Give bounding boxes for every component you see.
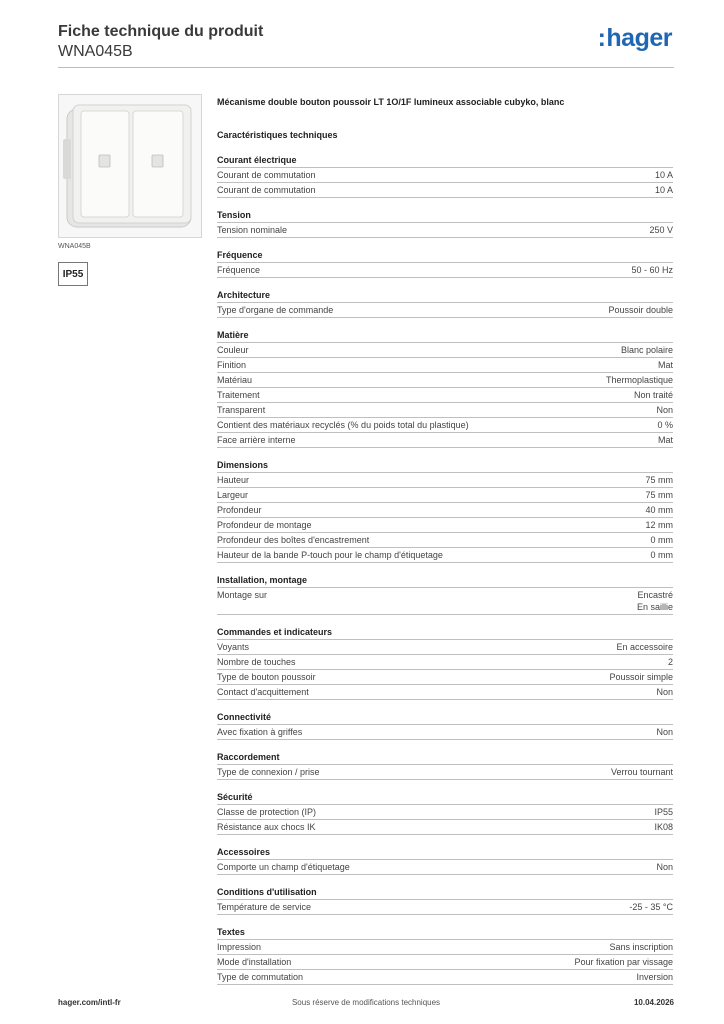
spec-value [574, 956, 673, 968]
spec-row [217, 532, 673, 547]
spec-section [217, 926, 673, 985]
spec-value [656, 686, 673, 698]
spec-section [217, 791, 673, 835]
spec-sheet [217, 96, 673, 985]
spec-label: Température de service [217, 902, 312, 912]
spec-label: Traitement [217, 390, 260, 400]
section-title: Dimensions [217, 460, 269, 470]
section-title: Installation, montage [217, 575, 308, 585]
footer-notice: Sous réserve de modifications techniques [291, 998, 441, 1007]
spec-value [616, 641, 673, 653]
spec-value-line: 2 [667, 657, 673, 667]
spec-label: Voyants [217, 642, 250, 652]
spec-row [217, 222, 673, 238]
spec-section [217, 154, 673, 198]
spec-row [217, 502, 673, 517]
spec-label: Profondeur de montage [217, 520, 312, 530]
spec-label: Type d'organe de commande [217, 305, 334, 315]
spec-label: Mode d'installation [217, 957, 292, 967]
section-title: Raccordement [217, 752, 280, 762]
spec-value [634, 389, 673, 401]
spec-section [217, 886, 673, 915]
spec-row [217, 969, 673, 985]
spec-row [217, 262, 673, 278]
hager-logo: :hager [597, 24, 672, 52]
spec-label: Contient des matériaux recyclés (% du poids total du plastique) [217, 420, 469, 430]
spec-value-line: En saillie [636, 602, 673, 612]
spec-value-line: Non [656, 862, 673, 872]
spec-row [217, 804, 673, 819]
spec-label: Couleur [217, 345, 249, 355]
spec-section [217, 209, 673, 238]
spec-section [217, 626, 673, 700]
footer-date: 10.04.2026 [633, 998, 674, 1007]
spec-row [217, 432, 673, 448]
spec-value-line: Non [656, 687, 673, 697]
spec-row [217, 939, 673, 954]
spec-value [656, 404, 673, 416]
header-divider [58, 67, 674, 68]
spec-label: Hauteur [217, 475, 250, 485]
spec-value [651, 549, 674, 561]
spec-section [217, 249, 673, 278]
spec-section [217, 574, 673, 615]
spec-value-line: Inversion [636, 972, 673, 982]
spec-value-line: Mat [657, 435, 673, 445]
spec-value [631, 264, 673, 276]
spec-label: Type de commutation [217, 972, 304, 982]
spec-value [636, 971, 673, 983]
spec-row [217, 372, 673, 387]
spec-rows [217, 899, 673, 915]
spec-value-line: 10 A [654, 170, 673, 180]
spec-value-line: Mat [657, 360, 673, 370]
spec-section [217, 751, 673, 780]
section-title: Connectivité [217, 712, 272, 722]
spec-label: Finition [217, 360, 247, 370]
spec-value [654, 806, 673, 818]
spec-row [217, 587, 673, 615]
spec-value [621, 344, 673, 356]
spec-value [654, 821, 673, 833]
spec-value-line: Blanc polaire [620, 345, 673, 355]
spec-row [217, 472, 673, 487]
spec-value-line: En accessoire [616, 642, 673, 652]
spec-label: Classe de protection (IP) [217, 807, 317, 817]
section-title: Accessoires [217, 847, 271, 857]
spec-value-line: 75 mm [645, 490, 673, 500]
spec-value [629, 901, 673, 913]
spec-rows [217, 302, 673, 318]
spec-value [645, 519, 673, 531]
logo-text: hager [606, 24, 672, 52]
product-image [58, 94, 202, 238]
spec-label: Courant de commutation [217, 185, 316, 195]
spec-row [217, 819, 673, 835]
spec-value [668, 656, 673, 668]
spec-row [217, 387, 673, 402]
spec-value [655, 169, 673, 181]
spec-value [645, 489, 673, 501]
spec-value [656, 861, 673, 873]
document-title: Fiche technique du produit [58, 23, 264, 40]
section-title: Tension [217, 210, 251, 220]
spec-row [217, 764, 673, 780]
spec-label: Type de connexion / prise [217, 767, 320, 777]
spec-rows [217, 859, 673, 875]
spec-rows [217, 222, 673, 238]
spec-value [609, 941, 673, 953]
spec-row [217, 547, 673, 563]
spec-value [658, 434, 673, 446]
footer-website-link[interactable]: hager.com/intl-fr [58, 998, 121, 1007]
spec-rows [217, 939, 673, 985]
spec-value [609, 671, 673, 683]
spec-value-line: Encastré [637, 590, 673, 600]
section-title: Sécurité [217, 792, 253, 802]
spec-value-line: 12 mm [645, 520, 673, 530]
spec-value-line: Poussoir simple [609, 672, 673, 682]
product-reference: WNA045B [58, 43, 133, 60]
spec-row [217, 417, 673, 432]
spec-section [217, 289, 673, 318]
spec-value-line: Non traité [633, 390, 673, 400]
spec-rows [217, 472, 673, 563]
spec-value [611, 766, 673, 778]
spec-row [217, 859, 673, 875]
spec-row [217, 899, 673, 915]
spec-rows [217, 639, 673, 700]
spec-value [606, 374, 673, 386]
spec-value [649, 224, 673, 236]
spec-label: Montage sur [217, 590, 268, 600]
spec-value-line: IP55 [654, 807, 673, 817]
spec-value-line: Poussoir double [608, 305, 673, 315]
spec-value-line: 10 A [654, 185, 673, 195]
spec-value [608, 304, 673, 316]
spec-label: Courant de commutation [217, 170, 316, 180]
spec-value-line: 50 - 60 Hz [631, 265, 673, 275]
spec-rows [217, 167, 673, 198]
spec-row [217, 517, 673, 532]
spec-label: Comporte un champ d'étiquetage [217, 862, 350, 872]
double-push-button-illustration [59, 95, 201, 237]
spec-label: Largeur [217, 490, 249, 500]
section-title: Commandes et indicateurs [217, 627, 333, 637]
spec-value [651, 534, 674, 546]
section-title: Conditions d'utilisation [217, 887, 317, 897]
spec-label: Face arrière interne [217, 435, 296, 445]
spec-row [217, 402, 673, 417]
spec-value [658, 359, 673, 371]
spec-rows [217, 342, 673, 448]
spec-rows [217, 724, 673, 740]
spec-row [217, 639, 673, 654]
spec-label: Avec fixation à griffes [217, 727, 303, 737]
spec-value-line: 0 mm [650, 550, 673, 560]
spec-label: Matériau [217, 375, 253, 385]
section-title: Courant électrique [217, 155, 297, 165]
spec-label: Profondeur [217, 505, 262, 515]
spec-value-line: 75 mm [645, 475, 673, 485]
spec-row [217, 302, 673, 318]
spec-row [217, 342, 673, 357]
spec-value [637, 589, 673, 613]
product-description: Mécanisme double bouton poussoir LT 1O/1F lumineux associable cubyko, blanc [217, 97, 565, 107]
spec-label: Contact d'acquittement [217, 687, 309, 697]
spec-section [217, 846, 673, 875]
spec-label: Nombre de touches [217, 657, 296, 667]
section-title: Architecture [217, 290, 271, 300]
ip-rating-badge: IP55 [58, 262, 88, 286]
spec-row [217, 487, 673, 502]
spec-label: Transparent [217, 405, 266, 415]
spec-value [656, 726, 673, 738]
spec-label: Profondeur des boîtes d'encastrement [217, 535, 370, 545]
spec-label: Type de bouton poussoir [217, 672, 316, 682]
spec-value-line: Non [656, 727, 673, 737]
image-caption: WNA045B [58, 243, 91, 250]
spec-label: Hauteur de la bande P-touch pour le champ d'étiquetage [217, 550, 443, 560]
spec-value-line: 250 V [649, 225, 673, 235]
spec-heading: Caractéristiques techniques [217, 130, 338, 140]
spec-value-line: Sans inscription [609, 942, 673, 952]
spec-value [657, 419, 673, 431]
spec-value-line: 40 mm [645, 505, 673, 515]
spec-value-line: -25 - 35 °C [629, 902, 673, 912]
spec-section [217, 711, 673, 740]
spec-value-line: Verrou tournant [610, 767, 673, 777]
spec-section [217, 329, 673, 448]
spec-value-line: Pour fixation par vissage [574, 957, 673, 967]
spec-value-line: Non [656, 405, 673, 415]
spec-row [217, 724, 673, 740]
spec-value-line: 0 % [657, 420, 673, 430]
spec-rows [217, 804, 673, 835]
page-header [58, 20, 674, 68]
spec-label: Impression [217, 942, 262, 952]
spec-label: Tension nominale [217, 225, 288, 235]
section-title: Fréquence [217, 250, 263, 260]
spec-row [217, 182, 673, 198]
spec-value [645, 474, 673, 486]
spec-rows [217, 262, 673, 278]
spec-row [217, 654, 673, 669]
spec-label: Fréquence [217, 265, 261, 275]
spec-row [217, 684, 673, 700]
spec-row [217, 167, 673, 182]
spec-row [217, 357, 673, 372]
spec-section [217, 459, 673, 563]
spec-row [217, 954, 673, 969]
section-title: Matière [217, 330, 249, 340]
section-title: Textes [217, 927, 245, 937]
spec-label: Résistance aux chocs IK [217, 822, 316, 832]
spec-value [645, 504, 673, 516]
spec-sections [217, 154, 673, 985]
spec-value-line: 0 mm [650, 535, 673, 545]
spec-rows [217, 587, 673, 615]
spec-value-line: IK08 [654, 822, 673, 832]
spec-row [217, 669, 673, 684]
spec-value-line: Thermoplastique [605, 375, 673, 385]
spec-value [655, 184, 673, 196]
spec-rows [217, 764, 673, 780]
